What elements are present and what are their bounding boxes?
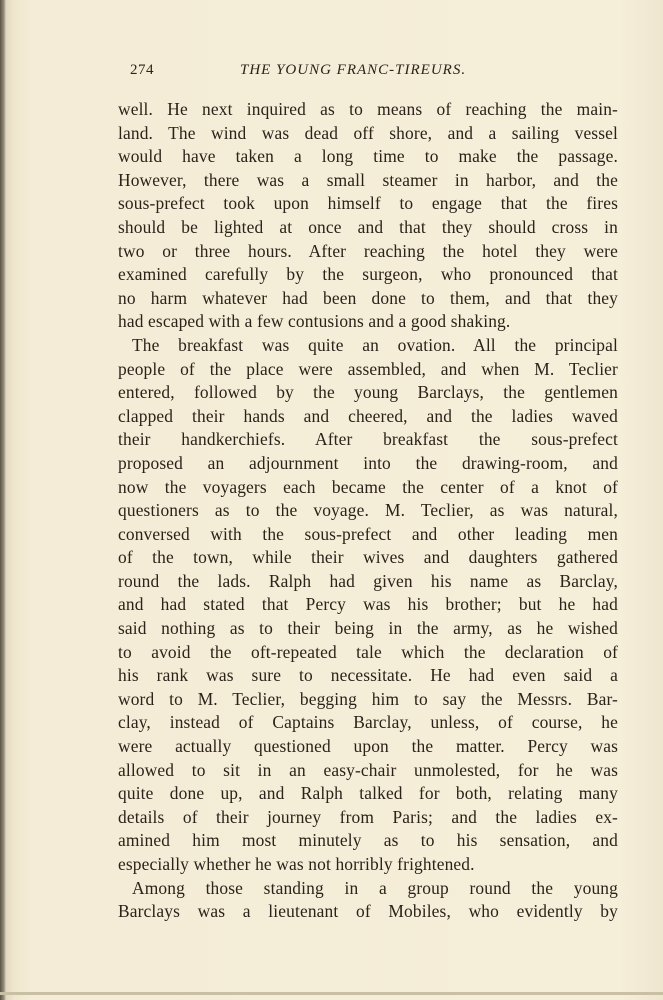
text-line: However, there was a small steamer in harbor, and the [118,169,618,190]
text-line: had escaped with a few contusions and a good shaking. [118,311,511,332]
text-line: word to M. Teclier, begging him to say the Messrs. Bar- [118,688,618,709]
text-line: would have taken a long time to make the passage. [118,146,618,167]
running-head: THE YOUNG FRANC-TIREURS. [240,62,467,78]
page-header [130,62,620,84]
text-line: of the town, while their wives and daughters gathered [118,547,618,568]
text-line: clay, instead of Captains Barclay, unless, of course, he [118,712,618,733]
body-text [118,98,618,924]
text-line: questioners as to the voyage. M. Teclier, as was natural, [118,500,618,521]
text-line: clapped their hands and cheered, and the ladies waved [118,405,618,426]
text-line: well. He next inquired as to means of reaching the main- [118,99,618,119]
text-line: quite done up, and Ralph talked for both, relating many [118,783,618,804]
text-line: Barclays was a lieutenant of Mobiles, who evidently by [118,901,618,922]
text-line: now the voyagers each became the center of a knot of [118,476,618,497]
text-line: and had stated that Percy was his brother; but he had [118,594,618,615]
text-line: proposed an adjournment into the drawing-room, and [118,452,618,473]
text-line: entered, followed by the young Barclays, the gentlemen [118,382,618,403]
text-line: their handkerchiefs. After breakfast the sous-prefect [118,429,618,450]
text-line: conversed with the sous-prefect and other leading men [118,523,618,544]
text-line: Among those standing in a group round the young [132,877,618,898]
text-line: two or three hours. After reaching the hotel they were [118,240,618,261]
text-line: his rank was sure to necessitate. He had even said a [118,665,618,686]
page-bottom-edge [0,992,663,995]
text-line: sous-prefect took upon himself to engage that the fires [118,193,618,214]
page-number: 274 [130,62,154,78]
text-line: people of the place were assembled, and when M. Teclier [118,358,618,379]
text-line: examined carefully by the surgeon, who pronounced that [118,264,618,285]
text-line: details of their journey from Paris; and the ladies ex- [118,806,618,827]
text-line: said nothing as to their being in the army, as he wished [118,618,618,639]
page-gutter-shadow [0,0,6,1000]
text-line: should be lighted at once and that they should cross in [118,216,618,237]
text-line: especially whether he was not horribly frightened. [118,854,475,874]
text-line: no harm whatever had been done to them, and that they [118,287,618,308]
text-line: to avoid the oft-repeated tale which the declaration of [118,641,618,662]
text-line: round the lads. Ralph had given his name as Barclay, [118,570,618,591]
text-line: were actually questioned upon the matter. Percy was [118,736,618,757]
text-line: amined him most minutely as to his sensation, and [118,830,618,851]
text-line: land. The wind was dead off shore, and a sailing vessel [118,122,618,143]
text-line: The breakfast was quite an ovation. All the principal [132,334,618,355]
text-line: allowed to sit in an easy-chair unmolested, for he was [118,759,618,780]
